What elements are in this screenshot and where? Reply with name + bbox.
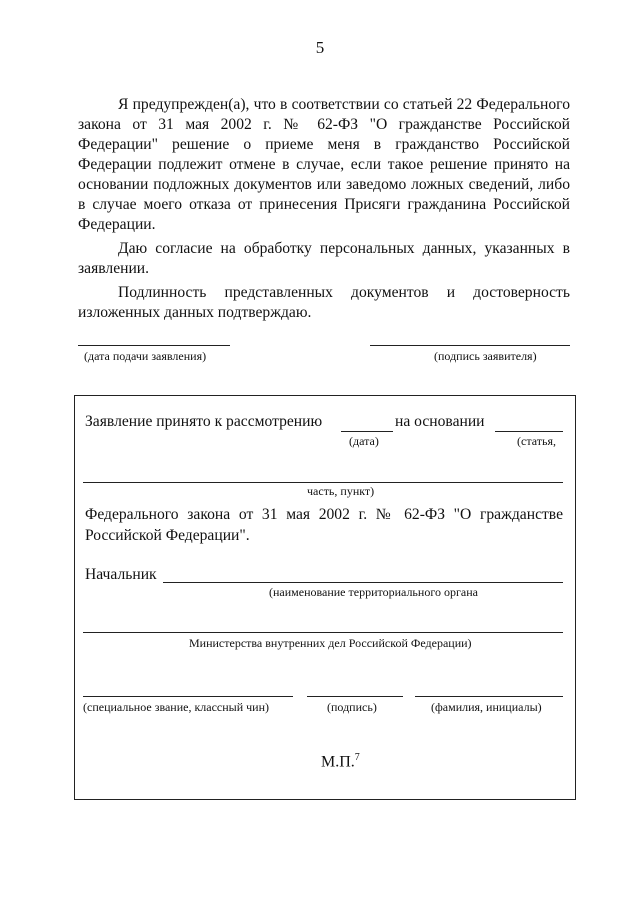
ministry-line[interactable] xyxy=(83,632,563,633)
stamp-footnote: 7 xyxy=(354,752,360,763)
date-caption-small: (дата) xyxy=(349,434,379,448)
date-caption: (дата подачи заявления) xyxy=(84,349,207,363)
declaration-text xyxy=(78,95,570,327)
signature-line[interactable] xyxy=(370,345,570,346)
name-line[interactable] xyxy=(415,696,563,697)
stamp-mark xyxy=(321,752,360,771)
org-caption: (наименование территориального органа xyxy=(269,585,478,599)
part-clause-line[interactable] xyxy=(83,482,563,483)
page-number: 5 xyxy=(315,38,325,57)
consent-paragraph: Даю согласие на обработку персональных данных, указанных в заявлении. xyxy=(78,240,570,277)
name-caption: (фамилия, инициалы) xyxy=(431,700,542,714)
date-line[interactable] xyxy=(78,345,230,346)
stamp-label: М.П. xyxy=(321,753,355,771)
authenticity-paragraph: Подлинность представленных документов и достоверность изложенных данных подтверждаю. xyxy=(78,284,570,321)
warning-paragraph: Я предупрежден(а), что в соответствии со статьей 22 Федерального закона от 31 мая 2002 г. № 62-ФЗ "О гражданстве Российской Федерации" решение о приеме меня в гражданство Российской Федерации подлежит отмене в случае, если такое решение принято на основании подложных документов или заведомо ложных сведений, либо в случае моего отказа от принесения Присяги гражданина Российской Федерации. xyxy=(78,96,570,233)
acceptance-date-line[interactable] xyxy=(341,431,393,432)
applicant-signature-row xyxy=(78,345,570,375)
ministry-caption: Министерства внутренних дел Российской Федерации) xyxy=(189,636,472,650)
official-signature-line[interactable] xyxy=(307,696,403,697)
signature-caption: (подпись заявителя) xyxy=(434,349,537,363)
article-line[interactable] xyxy=(495,431,563,432)
rank-line[interactable] xyxy=(83,696,293,697)
official-use-box xyxy=(74,395,576,800)
chief-line[interactable] xyxy=(163,582,563,583)
basis-label: на основании xyxy=(395,413,485,430)
official-sign-caption: (подпись) xyxy=(327,700,377,714)
chief-label: Начальник xyxy=(85,566,157,583)
accepted-label: Заявление принято к рассмотрению xyxy=(85,413,323,430)
part-caption: часть, пункт) xyxy=(307,484,375,498)
law-reference: Федерального закона от 31 мая 2002 г. № 62-ФЗ "О гражданстве Российской Федерации". xyxy=(85,506,563,544)
rank-caption: (специальное звание, классный чин) xyxy=(83,700,270,714)
article-caption: (статья, xyxy=(517,434,556,448)
